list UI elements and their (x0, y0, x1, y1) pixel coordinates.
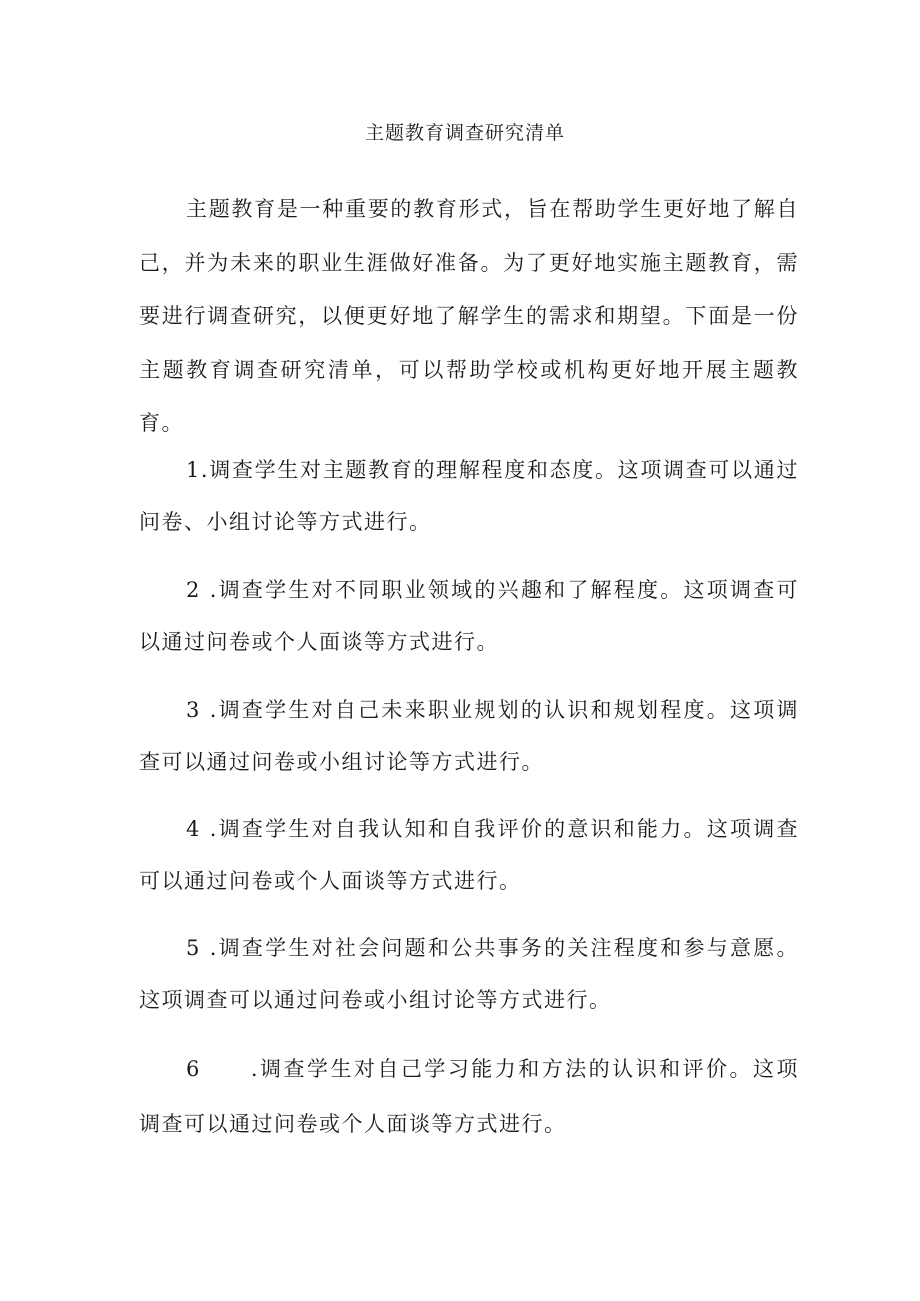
list-item-text: .调查学生对自己学习能力和方法的认识和评价。这项调查可以通过问卷或个人面谈等方式进行。 (139, 1057, 799, 1136)
list-item-6 (139, 1042, 799, 1152)
list-item-5 (139, 922, 799, 1026)
list-item-text: 调查学生对自我认知和自我评价的意识和能力。这项调查可以通过问卷或个人面谈等方式进行。 (139, 817, 799, 893)
list-item-text: 调查学生对主题教育的理解程度和态度。这项调查可以通过问卷、小组讨论等方式进行。 (139, 458, 799, 534)
list-item-text: 调查学生对自己未来职业规划的认识和规划程度。这项调查可以通过问卷或小组讨论等方式进行。 (139, 698, 799, 774)
list-item-number: 5 . (186, 936, 218, 960)
list-item-text: 调查学生对社会问题和公共事务的关注程度和参与意愿。这项调查可以通过问卷或小组讨论等方式进行。 (139, 936, 799, 1012)
list-item-number: 2 . (186, 578, 218, 602)
list-item-3 (139, 684, 799, 788)
list-item-number: 1. (186, 458, 210, 482)
list-item-number: 6 (186, 1057, 201, 1081)
list-item-text: 调查学生对不同职业领域的兴趣和了解程度。这项调查可以通过问卷或个人面谈等方式进行。 (139, 578, 799, 654)
list-item-4 (139, 803, 799, 907)
list-item-1 (139, 444, 799, 548)
list-item-number: 3 . (186, 698, 218, 722)
document-title: 主题教育调查研究清单 (364, 122, 565, 144)
list-item-2 (139, 564, 799, 668)
list-item-number: 4 . (186, 817, 218, 841)
intro-paragraph: 主题教育是一种重要的教育形式，旨在帮助学生更好地了解自己，并为未来的职业生涯做好准备。为了更好地实施主题教育，需要进行调查研究，以便更好地了解学生的需求和期望。下面是一份主题教育调查研究清单，可以帮助学校或机构更好地开展主题教育。 (139, 197, 799, 435)
